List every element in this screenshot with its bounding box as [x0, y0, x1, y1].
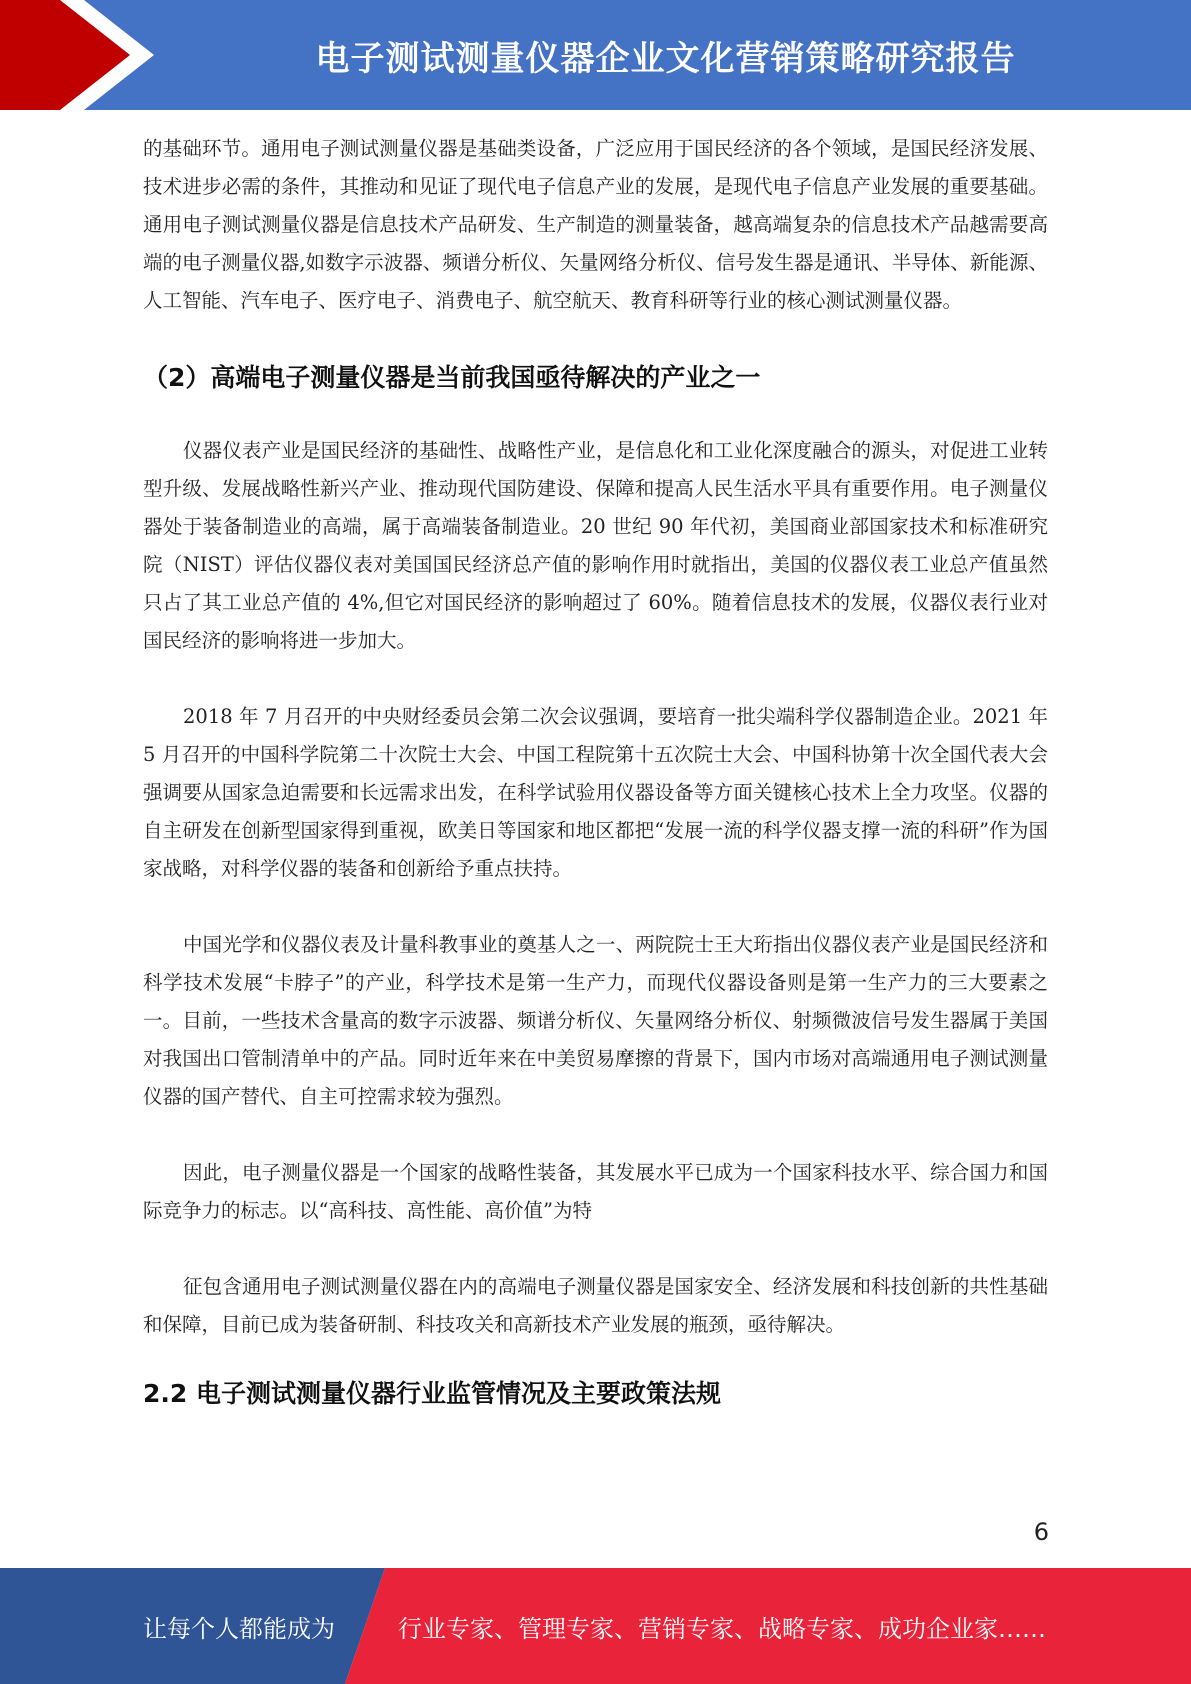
section-heading: 2.2 电子测试测量仪器行业监管情况及主要政策法规 — [143, 1379, 721, 1408]
page-footer — [0, 1568, 1191, 1684]
paragraph-3: 2018 年 7 月召开的中央财经委员会第二次会议强调，要培育一批尖端科学仪器制造企业。2021 年 5 月召开的中国科学院第二十次院士大会、中国工程院第十五次院士大会、中国科协第十次全国代表大会强调要从国家急迫需要和长远需求出发，在科学试验用仪器设备等方面关键核心技术上全力攻坚。仪器的自主研发在创新型国家得到重视，欧美日等国家和地区都把“发展一流的科学仪器支撑一流的科研”作为国家战略，对科学仪器的装备和创新给予重点扶持。 — [143, 705, 1048, 880]
header-chevron-decoration — [0, 0, 160, 110]
page-number: 6 — [1033, 1518, 1049, 1546]
report-title: 电子测试测量仪器企业文化营销策略研究报告 — [315, 38, 1016, 79]
footer-slogan-left: 让每个人都能成为 — [143, 1614, 335, 1643]
subsection-heading: （2）高端电子测量仪器是当前我国亟待解决的产业之一 — [143, 363, 761, 392]
document-body — [143, 130, 1048, 1448]
footer-slogan-right: 行业专家、管理专家、营销专家、战略专家、成功企业家…… — [398, 1614, 1046, 1643]
paragraph-4: 中国光学和仪器仪表及计量科教事业的奠基人之一、两院院士王大珩指出仪器仪表产业是国民经济和科学技术发展“卡脖子”的产业，科学技术是第一生产力，而现代仪器设备则是第一生产力的三大要素之一。目前，一些技术含量高的数字示波器、频谱分析仪、矢量网络分析仪、射频微波信号发生器属于美国对我国出口管制清单中的产品。同时近年来在中美贸易摩擦的背景下，国内市场对高端通用电子测试测量仪器的国产替代、自主可控需求较为强烈。 — [143, 933, 1048, 1108]
page-header — [0, 0, 1191, 110]
paragraph-6: 征包含通用电子测试测量仪器在内的高端电子测量仪器是国家安全、经济发展和科技创新的共性基础和保障，目前已成为装备研制、科技攻关和高新技术产业发展的瓶颈，亟待解决。 — [143, 1275, 1048, 1336]
paragraph-5: 因此，电子测量仪器是一个国家的战略性装备，其发展水平已成为一个国家科技水平、综合国力和国际竞争力的标志。以“高科技、高性能、高价值”为特 — [143, 1161, 1048, 1222]
paragraph-2: 仪器仪表产业是国民经济的基础性、战略性产业，是信息化和工业化深度融合的源头，对促进工业转型升级、发展战略性新兴产业、推动现代国防建设、保障和提高人民生活水平具有重要作用。电子测量仪器处于装备制造业的高端，属于高端装备制造业。20 世纪 90 年代初，美国商业部国家技术和标准研究院（NIST）评估仪器仪表对美国国民经济总产值的影响作用时就指出，美国的仪器仪表工业总产值虽然只占了其工业总产值的 4%,但它对国民经济的影响超过了 60%。随着信息技术的发展，仪器仪表行业对国民经济的影响将进一步加大。 — [143, 439, 1048, 652]
paragraph-1: 的基础环节。通用电子测试测量仪器是基础类设备，广泛应用于国民经济的各个领域，是国民经济发展、技术进步必需的条件，其推动和见证了现代电子信息产业的发展，是现代电子信息产业发展的重要基础。通用电子测试测量仪器是信息技术产品研发、生产制造的测量装备，越高端复杂的信息技术产品越需要高端的电子测量仪器,如数字示波器、频谱分析仪、矢量网络分析仪、信号发生器是通讯、半导体、新能源、人工智能、汽车电子、医疗电子、消费电子、航空航天、教育科研等行业的核心测试测量仪器。 — [143, 137, 1048, 312]
